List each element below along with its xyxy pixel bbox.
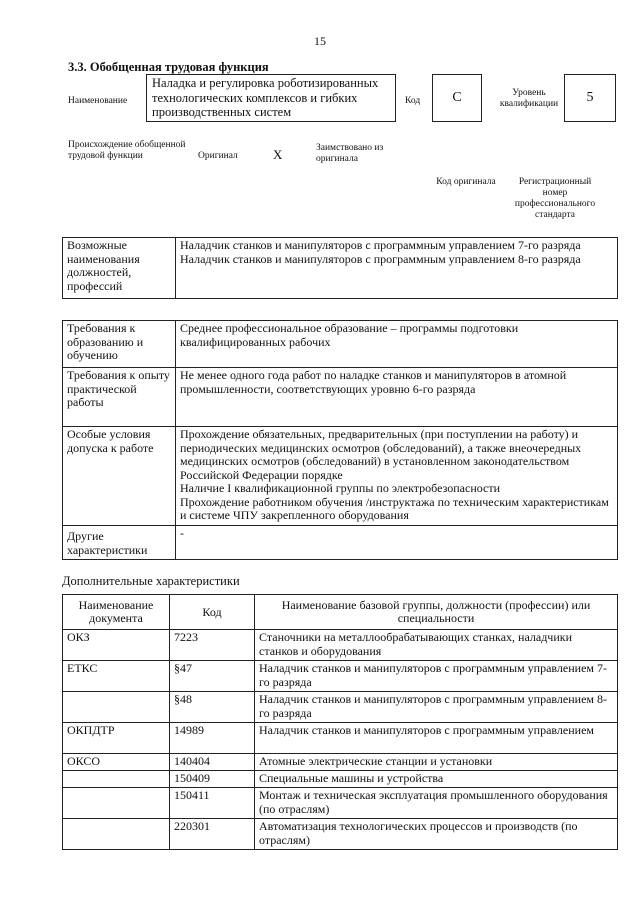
col-name-header: Наименование базовой группы, должности (профессии) или специальности <box>255 595 618 630</box>
table-row <box>63 819 618 850</box>
row-name: Автоматизация технологических процессов и производств (по отраслям) <box>255 819 618 850</box>
position-line-1: Наладчик станков и манипуляторов с программным управлением 7-го разряда <box>180 238 581 252</box>
origin-label: Происхождение обобщенной трудовой функции <box>68 140 186 161</box>
col-code-header: Код <box>170 595 255 630</box>
table-row <box>63 771 618 788</box>
row-name: Атомные электрические станции и установки <box>255 754 618 771</box>
other-characteristics-label: Другие характеристики <box>63 526 176 560</box>
row-doc <box>63 788 170 819</box>
function-name-value: Наладка и регулировка роботизированных технологических комплексов и гибких производственных систем <box>146 74 396 122</box>
row-code: 140404 <box>170 754 255 771</box>
original-mark: Х <box>273 147 283 162</box>
table-row <box>63 630 618 661</box>
table-row <box>63 661 618 692</box>
row-name: Наладчик станков и манипуляторов с программным управлением 8-го разряда <box>255 692 618 723</box>
name-label: Наименование <box>68 96 128 106</box>
education-label: Требования к образованию и обучению <box>63 321 176 368</box>
table-row <box>63 692 618 723</box>
row-code: 14989 <box>170 723 255 754</box>
row-doc: ОКСО <box>63 754 170 771</box>
row-code: §48 <box>170 692 255 723</box>
page-number: 15 <box>314 34 326 48</box>
reg-number-label: Регистрационный номер профессионального стандарта <box>514 177 596 220</box>
row-name: Наладчик станков и манипуляторов с программным управлением <box>255 723 618 754</box>
experience-value: Не менее одного года работ по наладке станков и манипуляторов в атомной промышленности, соответствующих уровню 6-го разряда <box>176 368 618 427</box>
experience-label: Требования к опыту практической работы <box>63 368 176 427</box>
borrowed-label: Заимствовано из оригинала <box>316 143 384 164</box>
special-conditions-value <box>176 427 618 526</box>
row-name: Наладчик станков и манипуляторов с программным управлением 7-го разряда <box>255 661 618 692</box>
table-row <box>63 754 618 771</box>
special-conditions-label: Особые условия допуска к работе <box>63 427 176 526</box>
table-row <box>63 788 618 819</box>
education-value: Среднее профессиональное образование – программы подготовки квалифицированных рабочих <box>176 321 618 368</box>
row-doc: ЕТКС <box>63 661 170 692</box>
code-label: Код <box>405 96 421 106</box>
code-value: С <box>432 74 482 122</box>
row-doc: ОКЗ <box>63 630 170 661</box>
row-doc <box>63 819 170 850</box>
positions-values <box>176 238 618 299</box>
code-original-label: Код оригинала <box>436 177 496 187</box>
position-line-2: Наладчик станков и манипуляторов с программным управлением 8-го разряда <box>180 251 581 266</box>
positions-label: Возможные наименования должностей, профессий <box>63 238 176 299</box>
original-label: Оригинал <box>198 151 238 161</box>
col-doc-header: Наименование документа <box>63 595 170 630</box>
positions-table <box>62 237 618 299</box>
row-name: Монтаж и техническая эксплуатация промышленного оборудования (по отраслям) <box>255 788 618 819</box>
special-condition-2: Наличие I квалификационной группы по электробезопасности <box>180 481 501 495</box>
requirements-table <box>62 320 618 560</box>
additional-title: Дополнительные характеристики <box>62 574 240 588</box>
row-code: 150411 <box>170 788 255 819</box>
row-doc <box>63 771 170 788</box>
row-code: §47 <box>170 661 255 692</box>
level-label: Уровень квалификации <box>499 88 559 109</box>
row-doc: ОКПДТР <box>63 723 170 754</box>
row-name: Специальные машины и устройства <box>255 771 618 788</box>
row-code: 220301 <box>170 819 255 850</box>
additional-rows <box>63 630 618 850</box>
level-value: 5 <box>564 74 616 122</box>
table-row <box>63 723 618 754</box>
section-title: 3.3. Обобщенная трудовая функция <box>68 60 269 74</box>
additional-table <box>62 594 618 850</box>
row-name: Станочники на металлообрабатывающих станках, наладчики станков и оборудования <box>255 630 618 661</box>
row-doc <box>63 692 170 723</box>
row-code: 7223 <box>170 630 255 661</box>
special-condition-3: Прохождение работником обучения /инструктажа по техническим характеристикам и системе ЧПУ закрепленного оборудования <box>180 494 609 522</box>
row-code: 150409 <box>170 771 255 788</box>
other-characteristics-value: - <box>176 526 618 560</box>
special-condition-1: Прохождение обязательных, предварительных (при поступлении на работу) и периодических медицинских осмотров (обследований), а также внеочередных медицинских осмотров (обследований) в установленном законодательством Российской Федерации порядке <box>180 427 582 482</box>
